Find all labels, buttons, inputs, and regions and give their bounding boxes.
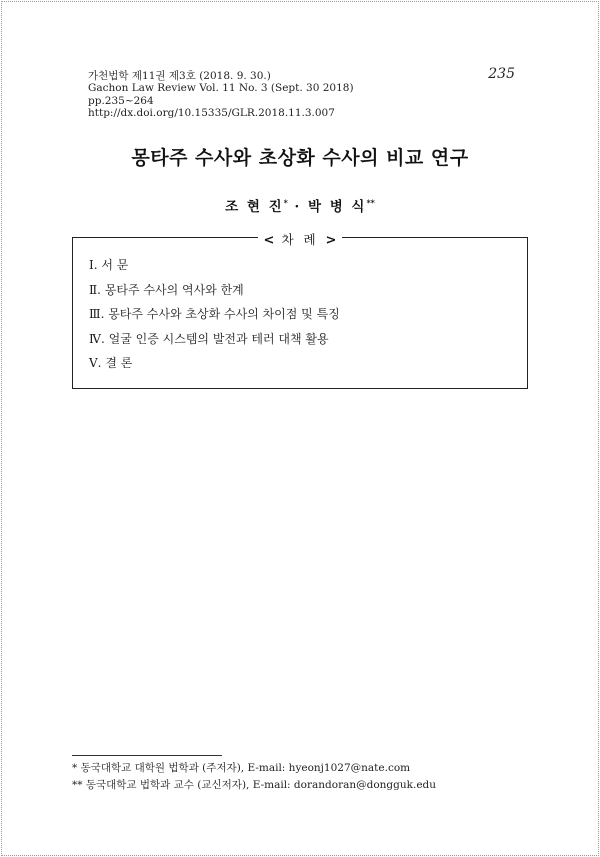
author-1-mark: *: [283, 197, 288, 208]
toc-item-number: Ⅱ.: [89, 282, 101, 297]
journal-issue-english: Gachon Law Review Vol. 11 No. 3 (Sept. 30 2018): [88, 82, 354, 95]
toc-item-label: 서 문: [101, 258, 129, 272]
toc-item-label: 몽타주 수사의 역사와 한계: [104, 282, 244, 297]
toc-item-number: Ⅰ.: [89, 258, 98, 272]
toc-heading: [73, 229, 527, 248]
toc-item: [89, 278, 340, 303]
table-of-contents: [72, 232, 528, 389]
page-frame: [1, 1, 599, 856]
toc-open-bracket: <: [263, 233, 275, 248]
journal-info: [88, 70, 354, 120]
toc-item: [89, 327, 340, 352]
footnotes: [72, 760, 436, 794]
toc-title: 차 례: [281, 232, 319, 247]
toc-item-number: Ⅲ.: [89, 307, 105, 321]
toc-item: [89, 253, 340, 278]
toc-item-number: Ⅴ.: [89, 356, 102, 370]
journal-issue: 가천법학 제11권 제3호 (2018. 9. 30.): [88, 70, 271, 82]
paper-title: 몽타주 수사와 초상화 수사의 비교 연구: [131, 147, 469, 169]
toc-close-bracket: >: [325, 233, 337, 248]
author-1: 조 현 진: [225, 199, 284, 215]
footnote-1: * 동국대학교 대학원 법학과 (주저자), E-mail: hyeonj1027@nate.com: [72, 762, 411, 774]
author-2: 박 병 식: [307, 199, 367, 215]
toc-list: [89, 253, 340, 376]
toc-item: [89, 302, 340, 327]
toc-item-label: 몽타주 수사와 초상화 수사의 차이점 및 특징: [108, 307, 340, 321]
page-number: 235: [488, 66, 515, 82]
author-separator: ·: [287, 199, 308, 215]
author-2-mark: **: [366, 197, 375, 208]
footnote-divider: [72, 755, 222, 756]
toc-item-label: 결 론: [105, 356, 133, 370]
toc-item: [89, 351, 340, 376]
authors: [0, 195, 600, 215]
toc-item-number: Ⅳ.: [89, 331, 105, 346]
journal-doi: http://dx.doi.org/10.15335/GLR.2018.11.3.007: [88, 107, 335, 120]
footnote-2: ** 동국대학교 법학과 교수 (교신저자), E-mail: dorandoran@dongguk.edu: [72, 779, 437, 791]
toc-item-label: 얼굴 인증 시스템의 발전과 테러 대책 활용: [108, 331, 329, 346]
journal-pages: pp.235~264: [88, 94, 154, 107]
